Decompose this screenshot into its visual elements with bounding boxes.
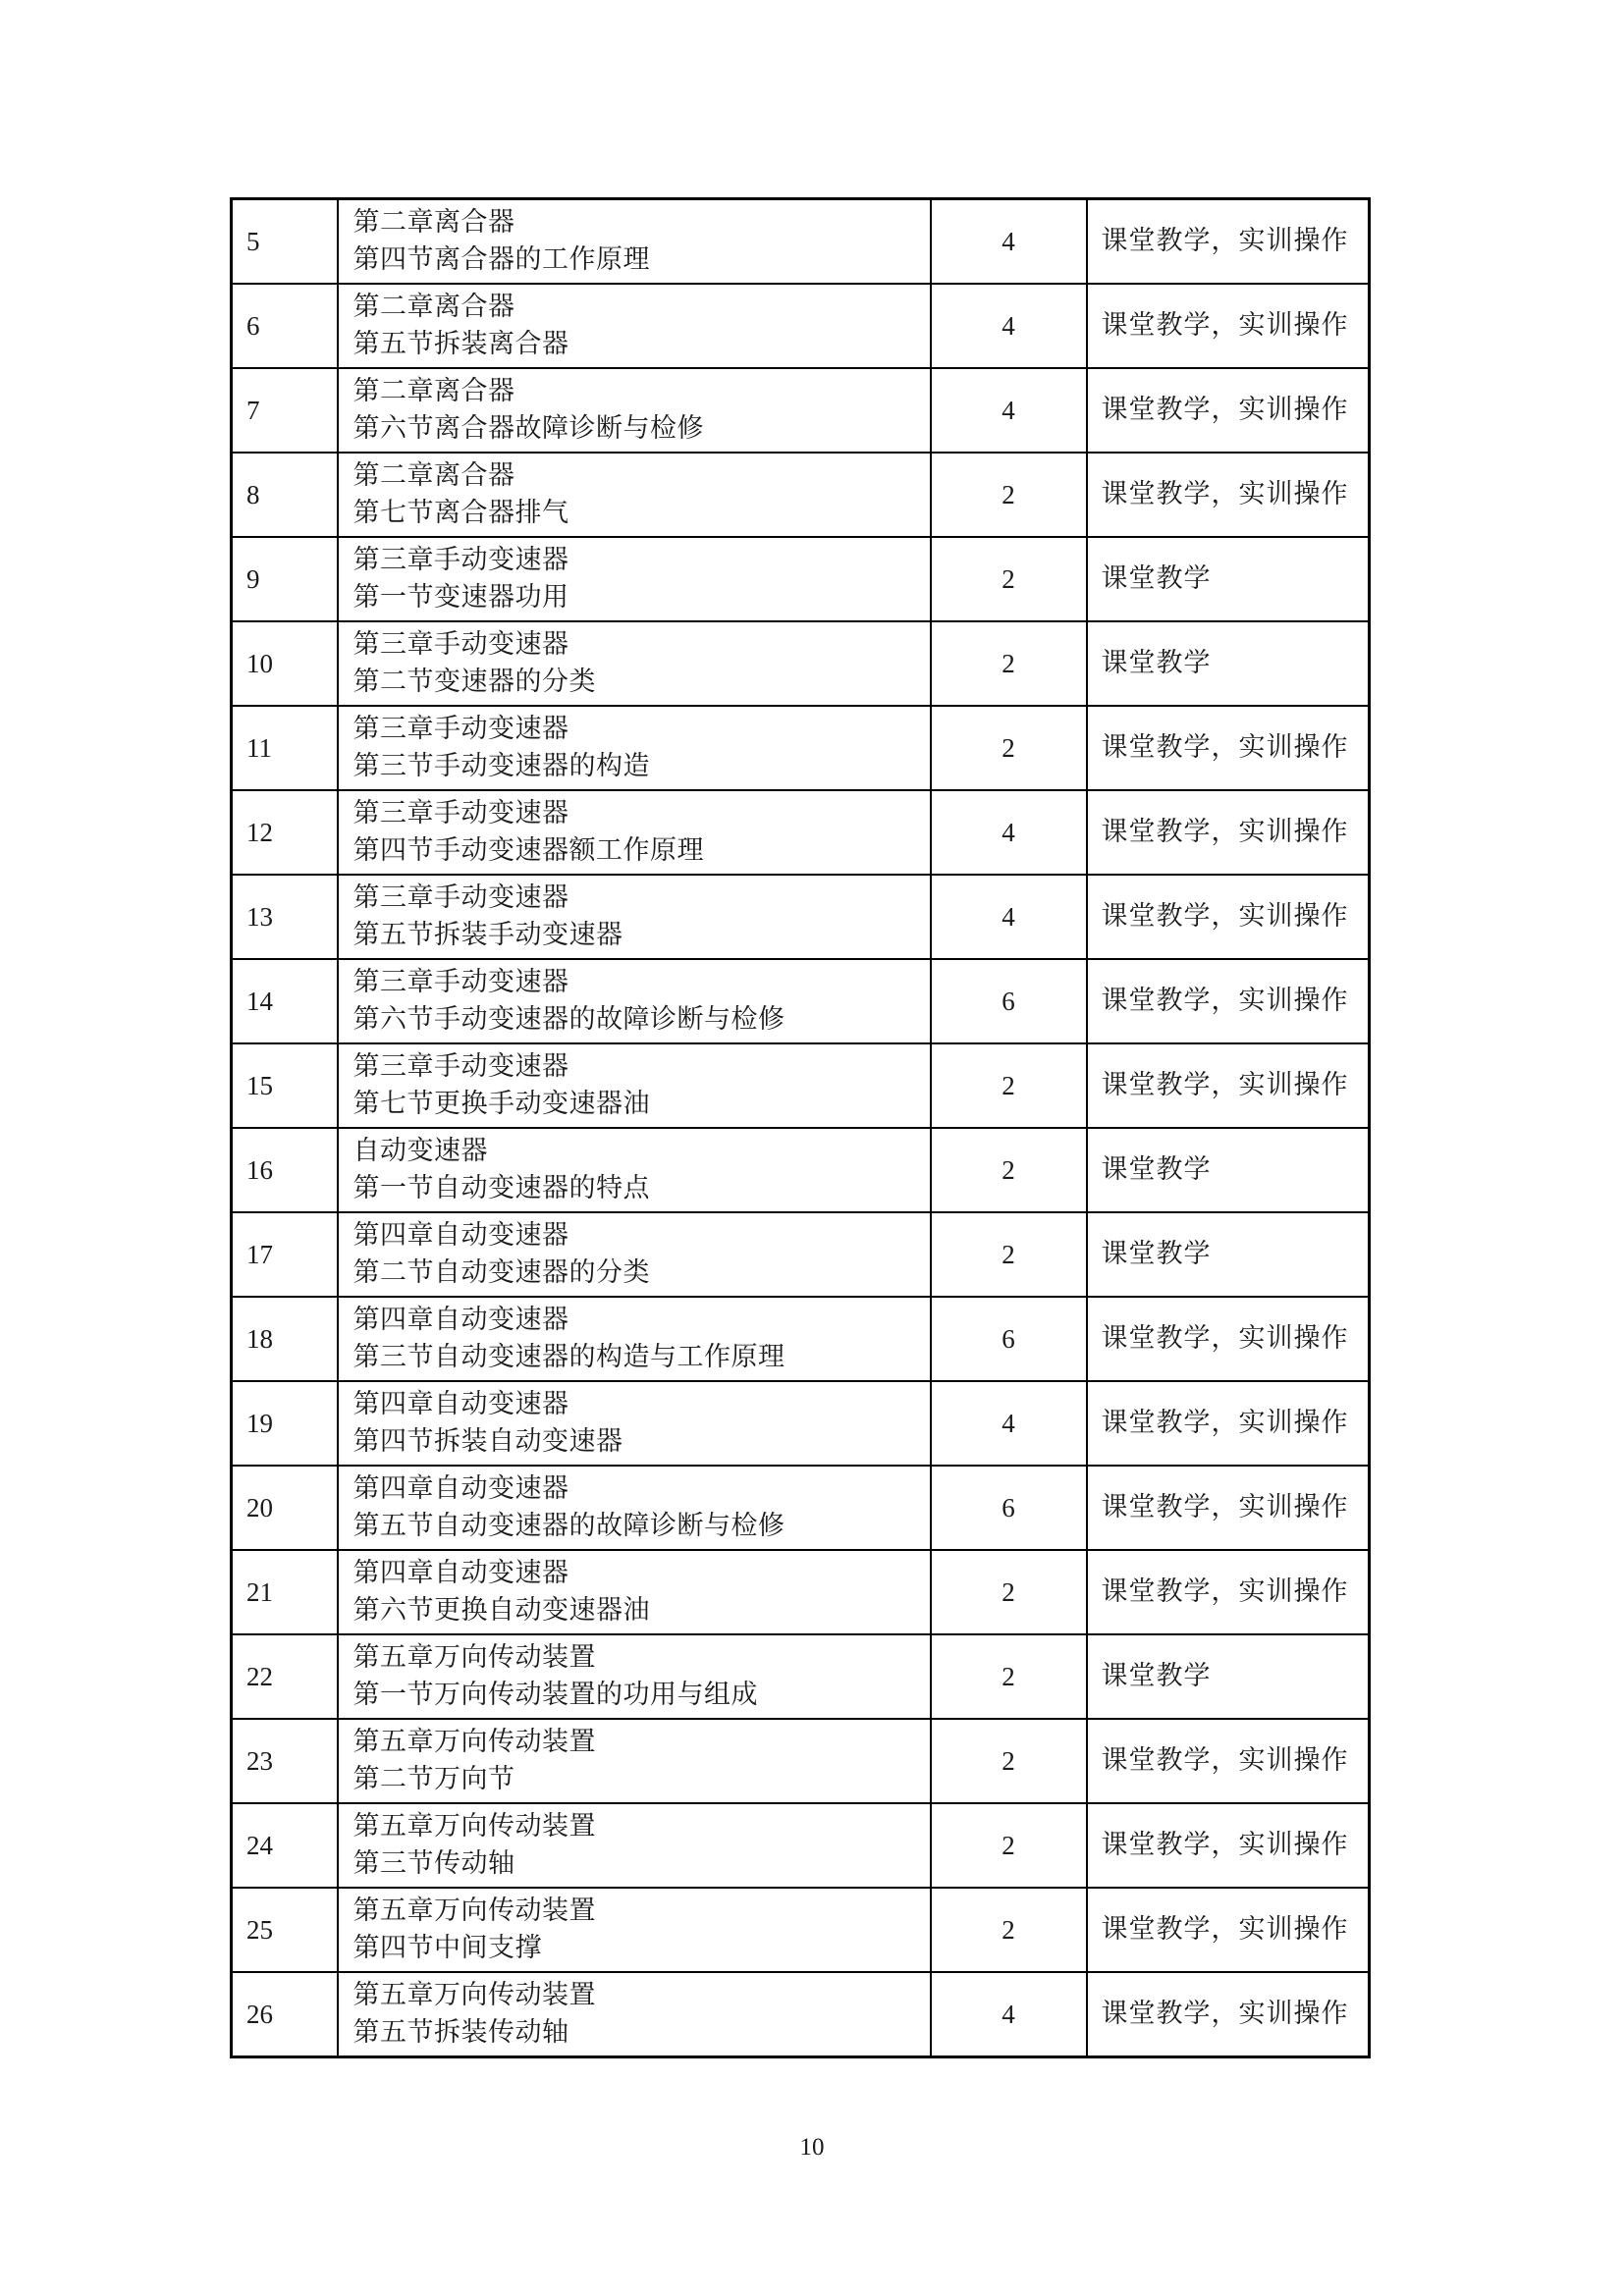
topic-cell <box>338 1381 931 1466</box>
topic-cell <box>338 1550 931 1634</box>
chapter-title: 第四章自动变速器 <box>352 1220 569 1251</box>
teaching-method-cell: 课堂教学，实训操作 <box>1087 1297 1370 1381</box>
chapter-title: 第三章手动变速器 <box>352 798 569 828</box>
chapter-title: 第五章万向传动装置 <box>352 1642 596 1673</box>
table-row <box>232 1719 1370 1803</box>
row-number: 17 <box>232 1212 338 1297</box>
row-number: 21 <box>232 1550 338 1634</box>
chapter-title: 自动变速器 <box>352 1136 488 1166</box>
row-number: 24 <box>232 1803 338 1888</box>
table-row <box>232 453 1370 537</box>
chapter-title: 第二章离合器 <box>352 376 515 406</box>
page-number <box>0 2134 1624 2162</box>
teaching-method-cell: 课堂教学，实训操作 <box>1087 284 1370 368</box>
section-title: 第五节拆装离合器 <box>352 329 569 359</box>
table-row <box>232 1381 1370 1466</box>
row-number: 10 <box>232 621 338 706</box>
hours-cell: 4 <box>931 199 1087 285</box>
section-title: 第二节自动变速器的分类 <box>352 1257 650 1288</box>
topic-cell <box>338 1719 931 1803</box>
chapter-title: 第二章离合器 <box>352 460 515 491</box>
table-row <box>232 1212 1370 1297</box>
chapter-title: 第三章手动变速器 <box>352 545 569 575</box>
teaching-method-cell: 课堂教学，实训操作 <box>1087 368 1370 453</box>
row-number: 14 <box>232 959 338 1043</box>
table-row <box>232 1466 1370 1550</box>
teaching-method-cell: 课堂教学，实训操作 <box>1087 706 1370 790</box>
course-schedule-table <box>230 197 1371 2058</box>
topic-cell <box>338 790 931 875</box>
topic-cell <box>338 1634 931 1719</box>
chapter-title: 第五章万向传动装置 <box>352 1980 596 2010</box>
topic-cell <box>338 1043 931 1128</box>
hours-cell: 4 <box>931 284 1087 368</box>
section-title: 第七节更换手动变速器油 <box>352 1089 650 1119</box>
section-title: 第五节拆装手动变速器 <box>352 920 623 950</box>
section-title: 第一节变速器功用 <box>352 582 569 613</box>
hours-cell: 6 <box>931 1297 1087 1381</box>
table-row <box>232 1803 1370 1888</box>
topic-cell <box>338 284 931 368</box>
section-title: 第四节中间支撑 <box>352 1933 542 1963</box>
chapter-title: 第二章离合器 <box>352 292 515 322</box>
row-number: 22 <box>232 1634 338 1719</box>
hours-cell: 4 <box>931 790 1087 875</box>
section-title: 第三节手动变速器的构造 <box>352 751 650 781</box>
table-row <box>232 1550 1370 1634</box>
chapter-title: 第五章万向传动装置 <box>352 1727 596 1757</box>
teaching-method-cell: 课堂教学，实训操作 <box>1087 1381 1370 1466</box>
teaching-method-cell: 课堂教学 <box>1087 1212 1370 1297</box>
section-title: 第四节拆装自动变速器 <box>352 1426 623 1457</box>
chapter-title: 第四章自动变速器 <box>352 1558 569 1588</box>
teaching-method-cell: 课堂教学，实训操作 <box>1087 1803 1370 1888</box>
row-number: 5 <box>232 199 338 285</box>
chapter-title: 第二章离合器 <box>352 207 515 238</box>
topic-cell <box>338 1972 931 2057</box>
hours-cell: 2 <box>931 1128 1087 1212</box>
table-row <box>232 284 1370 368</box>
table-row <box>232 1043 1370 1128</box>
hours-cell: 4 <box>931 1972 1087 2057</box>
row-number: 11 <box>232 706 338 790</box>
table-row <box>232 1972 1370 2057</box>
hours-cell: 4 <box>931 368 1087 453</box>
topic-cell <box>338 537 931 621</box>
table-row <box>232 1128 1370 1212</box>
table-row <box>232 621 1370 706</box>
table-row <box>232 537 1370 621</box>
table-row <box>232 875 1370 959</box>
table-row <box>232 706 1370 790</box>
section-title: 第二节万向节 <box>352 1764 515 1794</box>
teaching-method-cell: 课堂教学，实训操作 <box>1087 1550 1370 1634</box>
row-number: 12 <box>232 790 338 875</box>
section-title: 第三节自动变速器的构造与工作原理 <box>352 1342 785 1372</box>
chapter-title: 第三章手动变速器 <box>352 714 569 744</box>
row-number: 18 <box>232 1297 338 1381</box>
teaching-method-cell: 课堂教学，实训操作 <box>1087 453 1370 537</box>
topic-cell <box>338 621 931 706</box>
table-row <box>232 1634 1370 1719</box>
page-number-text: 10 <box>799 2134 825 2161</box>
topic-cell <box>338 706 931 790</box>
hours-cell: 6 <box>931 1466 1087 1550</box>
topic-cell <box>338 1212 931 1297</box>
row-number: 7 <box>232 368 338 453</box>
section-title: 第四节离合器的工作原理 <box>352 244 650 275</box>
chapter-title: 第四章自动变速器 <box>352 1473 569 1504</box>
hours-cell: 2 <box>931 1634 1087 1719</box>
teaching-method-cell: 课堂教学 <box>1087 1128 1370 1212</box>
chapter-title: 第三章手动变速器 <box>352 629 569 660</box>
teaching-method-cell: 课堂教学，实训操作 <box>1087 1888 1370 1972</box>
section-title: 第一节万向传动装置的功用与组成 <box>352 1680 758 1710</box>
teaching-method-cell: 课堂教学，实训操作 <box>1087 1043 1370 1128</box>
hours-cell: 2 <box>931 1550 1087 1634</box>
hours-cell: 4 <box>931 875 1087 959</box>
topic-cell <box>338 368 931 453</box>
topic-cell <box>338 1297 931 1381</box>
topic-cell <box>338 1803 931 1888</box>
teaching-method-cell: 课堂教学，实训操作 <box>1087 959 1370 1043</box>
hours-cell: 2 <box>931 537 1087 621</box>
row-number: 26 <box>232 1972 338 2057</box>
hours-cell: 4 <box>931 1381 1087 1466</box>
section-title: 第二节变速器的分类 <box>352 667 596 697</box>
hours-cell: 2 <box>931 1719 1087 1803</box>
hours-cell: 2 <box>931 1888 1087 1972</box>
table-row <box>232 368 1370 453</box>
topic-cell <box>338 453 931 537</box>
table-body <box>232 199 1370 2057</box>
row-number: 16 <box>232 1128 338 1212</box>
table-row <box>232 790 1370 875</box>
table-row <box>232 959 1370 1043</box>
hours-cell: 2 <box>931 453 1087 537</box>
section-title: 第六节更换自动变速器油 <box>352 1595 650 1626</box>
row-number: 6 <box>232 284 338 368</box>
teaching-method-cell: 课堂教学 <box>1087 1634 1370 1719</box>
hours-cell: 2 <box>931 621 1087 706</box>
topic-cell <box>338 1128 931 1212</box>
topic-cell <box>338 959 931 1043</box>
teaching-method-cell: 课堂教学，实训操作 <box>1087 1719 1370 1803</box>
section-title: 第六节手动变速器的故障诊断与检修 <box>352 1004 785 1035</box>
table-row <box>232 1888 1370 1972</box>
teaching-method-cell: 课堂教学 <box>1087 621 1370 706</box>
table-row <box>232 1297 1370 1381</box>
teaching-method-cell: 课堂教学，实训操作 <box>1087 790 1370 875</box>
topic-cell <box>338 1888 931 1972</box>
row-number: 25 <box>232 1888 338 1972</box>
section-title: 第五节拆装传动轴 <box>352 2017 569 2048</box>
section-title: 第六节离合器故障诊断与检修 <box>352 413 704 444</box>
chapter-title: 第三章手动变速器 <box>352 882 569 913</box>
section-title: 第七节离合器排气 <box>352 498 569 528</box>
chapter-title: 第五章万向传动装置 <box>352 1811 596 1842</box>
table-row <box>232 199 1370 285</box>
hours-cell: 2 <box>931 1043 1087 1128</box>
section-title: 第一节自动变速器的特点 <box>352 1173 650 1203</box>
chapter-title: 第三章手动变速器 <box>352 967 569 997</box>
teaching-method-cell: 课堂教学，实训操作 <box>1087 199 1370 285</box>
row-number: 8 <box>232 453 338 537</box>
teaching-method-cell: 课堂教学，实训操作 <box>1087 1466 1370 1550</box>
teaching-method-cell: 课堂教学 <box>1087 537 1370 621</box>
row-number: 15 <box>232 1043 338 1128</box>
row-number: 20 <box>232 1466 338 1550</box>
hours-cell: 2 <box>931 1212 1087 1297</box>
topic-cell <box>338 1466 931 1550</box>
hours-cell: 2 <box>931 706 1087 790</box>
row-number: 13 <box>232 875 338 959</box>
teaching-method-cell: 课堂教学，实训操作 <box>1087 1972 1370 2057</box>
row-number: 9 <box>232 537 338 621</box>
section-title: 第三节传动轴 <box>352 1848 515 1879</box>
chapter-title: 第四章自动变速器 <box>352 1305 569 1335</box>
chapter-title: 第三章手动变速器 <box>352 1051 569 1082</box>
row-number: 23 <box>232 1719 338 1803</box>
teaching-method-cell: 课堂教学，实训操作 <box>1087 875 1370 959</box>
hours-cell: 6 <box>931 959 1087 1043</box>
section-title: 第五节自动变速器的故障诊断与检修 <box>352 1511 785 1541</box>
topic-cell <box>338 199 931 285</box>
section-title: 第四节手动变速器额工作原理 <box>352 835 704 866</box>
chapter-title: 第五章万向传动装置 <box>352 1896 596 1926</box>
row-number: 19 <box>232 1381 338 1466</box>
hours-cell: 2 <box>931 1803 1087 1888</box>
topic-cell <box>338 875 931 959</box>
chapter-title: 第四章自动变速器 <box>352 1389 569 1419</box>
